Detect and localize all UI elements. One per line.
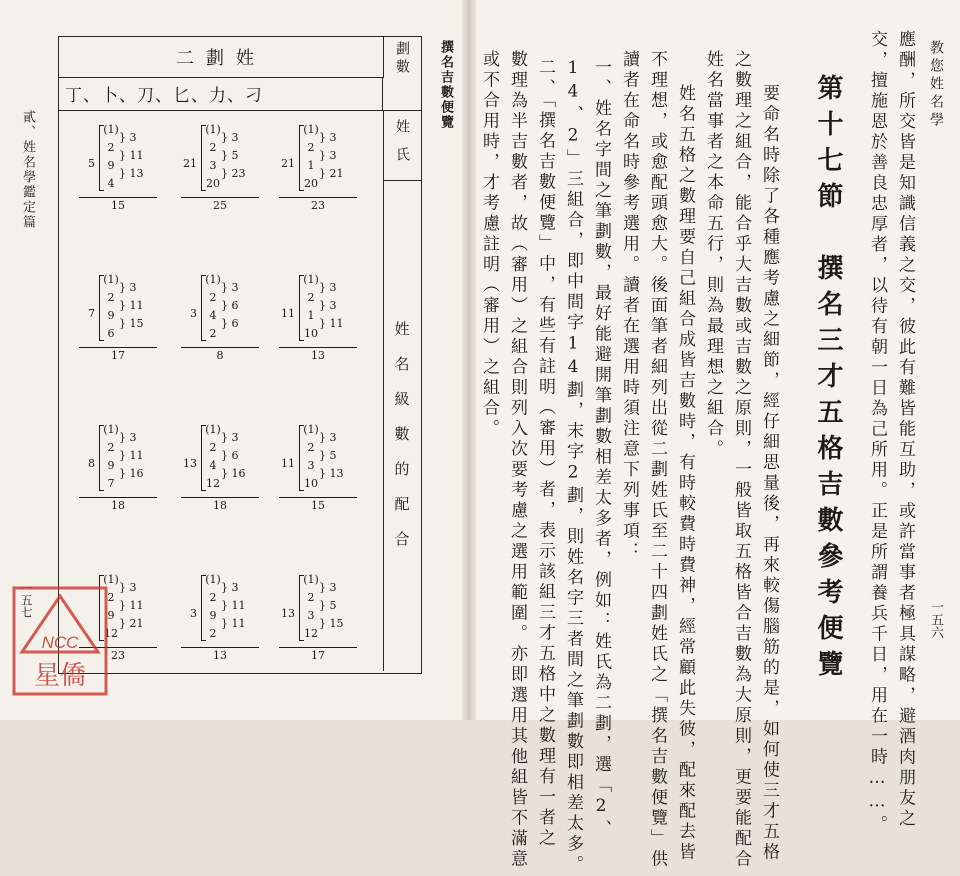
block-total: 15 (279, 497, 357, 512)
book-gutter (462, 0, 476, 720)
block-grid-value: } 3 (221, 581, 239, 594)
block-total: 8 (181, 347, 259, 362)
block-grid-value: } 11 (221, 617, 246, 630)
text-column: 應酬，所交皆是知識信義之交，彼此有難皆能互助，或許當事者極具謀略，避酒肉朋友之 (895, 30, 915, 830)
block-stroke-number: 2 (307, 591, 315, 604)
left-page (0, 0, 468, 720)
combination-block (77, 417, 169, 517)
block-stroke-number: 3 (209, 159, 217, 172)
block-stroke-number: (1) (103, 423, 119, 436)
block-stroke-number: 12 (304, 627, 318, 640)
combination-block (277, 417, 369, 517)
text-column: 讀者在命名時參考選用。讀者在選用時須注意下列事項： (619, 50, 639, 563)
block-stroke-number: 10 (304, 477, 318, 490)
block-stroke-number: 2 (107, 141, 115, 154)
block-grid-value: } 3 (119, 581, 137, 594)
block-grid-value: } 13 (119, 167, 144, 180)
right-page-number: 一五六 (928, 600, 943, 639)
watermark-stamp (12, 586, 108, 696)
combination-block (277, 267, 369, 367)
block-outer-number: 3 (190, 607, 197, 620)
text-column: 要命名時除了各種應考慮之細節，經仔細思量後，再來較傷腦筋的是，如何使三才五格 (759, 84, 779, 863)
name-table (58, 36, 422, 674)
block-grid-value: } 5 (319, 599, 337, 612)
block-stroke-number: 2 (107, 591, 115, 604)
block-grid-value: } 3 (319, 149, 337, 162)
block-grid-value: } 11 (119, 599, 144, 612)
block-stroke-number: (1) (303, 423, 319, 436)
block-grid-value: } 6 (221, 317, 239, 330)
block-grid-value: } 3 (319, 431, 337, 444)
block-outer-number: 7 (88, 307, 95, 320)
block-stroke-number: 2 (209, 591, 217, 604)
text-column: 一、姓名字間之筆劃數，最好能避開筆劃數相差太多者，例如：姓氏為二劃，選「2、 (591, 58, 611, 840)
left-side-header: 撰名吉數便覽 (438, 40, 453, 130)
block-stroke-number: 12 (206, 477, 220, 490)
block-grid-value: } 11 (119, 149, 144, 162)
text-column: 姓名五格之數理要自己組合成皆吉數時，有時較費時費神，經常顧此失彼，配來配去皆 (675, 84, 695, 863)
table-header-surnames: 丁、卜、刀、匕、力、刁 (59, 77, 383, 111)
table-header-main: 二劃姓 (59, 37, 384, 78)
block-outer-number: 5 (88, 157, 95, 170)
block-outer-number: 13 (281, 607, 295, 620)
col-label-strokes: 劃數 (394, 41, 410, 77)
text-column: 姓名當事者之本命五行，則為最理想之組合。 (703, 50, 723, 460)
block-total: 18 (79, 497, 157, 512)
col-label-surname: 姓氏 (394, 119, 410, 175)
block-stroke-number: 9 (107, 459, 115, 472)
col-label-combination: 姓名級數的配合 (392, 321, 411, 566)
text-column: 或不合用時，才考慮註明（審用）之組合。 (479, 50, 499, 440)
text-column: 交，擅施恩於善良忠厚者，以待有朝一日為己所用。正是所謂養兵千日，用在一時……。 (867, 30, 887, 836)
block-stroke-number: (1) (303, 273, 319, 286)
left-side-title: 貳、姓名學鑑定篇 (20, 110, 35, 230)
block-grid-value: } 3 (319, 281, 337, 294)
block-stroke-number: 2 (307, 441, 315, 454)
block-grid-value: } 16 (119, 467, 144, 480)
block-stroke-number: 1 (307, 309, 315, 322)
block-stroke-number: 2 (107, 441, 115, 454)
block-outer-number: 3 (190, 307, 197, 320)
block-outer-number: 11 (281, 457, 295, 470)
block-grid-value: } 11 (319, 317, 344, 330)
block-grid-value: } 13 (319, 467, 344, 480)
block-stroke-number: 10 (304, 327, 318, 340)
combination-block (179, 567, 271, 667)
combination-block (277, 117, 369, 217)
block-total: 18 (181, 497, 259, 512)
block-stroke-number: 2 (209, 327, 217, 340)
block-grid-value: } 3 (119, 431, 137, 444)
block-grid-value: } 3 (221, 431, 239, 444)
block-stroke-number: (1) (103, 123, 119, 136)
block-grid-value: } 3 (319, 299, 337, 312)
block-grid-value: } 21 (119, 617, 144, 630)
block-stroke-number: 6 (107, 327, 115, 340)
block-outer-number: 13 (183, 457, 197, 470)
block-stroke-number: (1) (205, 273, 221, 286)
block-stroke-number: (1) (103, 573, 119, 586)
block-stroke-number: 1 (307, 159, 315, 172)
block-grid-value: } 3 (319, 581, 337, 594)
block-stroke-number: 4 (107, 177, 115, 190)
combination-block (179, 267, 271, 367)
block-total: 23 (279, 197, 357, 212)
block-stroke-number: 4 (209, 459, 217, 472)
block-stroke-number: 20 (304, 177, 318, 190)
block-stroke-number: 3 (307, 609, 315, 622)
block-total: 17 (79, 347, 157, 362)
block-grid-value: } 5 (319, 449, 337, 462)
block-stroke-number: 2 (209, 291, 217, 304)
combination-block (77, 267, 169, 367)
block-stroke-number: 20 (206, 177, 220, 190)
text-column: 二、「撰名吉數便覽」中，有些有註明（審用）者，表示該組三才五格中之數理有一者之 (535, 58, 555, 849)
block-total: 13 (279, 347, 357, 362)
block-grid-value: } 6 (221, 449, 239, 462)
block-grid-value: } 5 (221, 149, 239, 162)
block-stroke-number: (1) (103, 273, 119, 286)
block-outer-number: 8 (88, 457, 95, 470)
block-grid-value: } 3 (221, 281, 239, 294)
block-grid-value: } 23 (221, 167, 246, 180)
block-stroke-number: (1) (205, 423, 221, 436)
body-text (479, 30, 915, 876)
block-stroke-number: 12 (104, 627, 118, 640)
block-grid-value: } 16 (221, 467, 246, 480)
block-stroke-number: 2 (209, 627, 217, 640)
block-grid-value: } 15 (119, 317, 144, 330)
block-total: 15 (79, 197, 157, 212)
block-total: 23 (79, 647, 157, 662)
block-grid-value: } 3 (119, 131, 137, 144)
stamp-name: 星僑 (33, 661, 87, 691)
text-column: 數理為半吉數者，故（審用）之組合則列入次要考慮之選用範圍。亦即選用其他組皆不滿意 (507, 50, 527, 870)
block-grid-value: } 11 (119, 299, 144, 312)
block-stroke-number: (1) (205, 123, 221, 136)
block-grid-value: } 6 (221, 299, 239, 312)
block-grid-value: } 3 (221, 131, 239, 144)
combination-block (179, 117, 271, 217)
block-stroke-number: 9 (107, 159, 115, 172)
block-stroke-number: 2 (209, 141, 217, 154)
block-stroke-number: 9 (209, 609, 217, 622)
table-right-column (383, 37, 421, 673)
left-page-number: 一五七 (19, 582, 33, 618)
block-grid-value: } 15 (319, 617, 344, 630)
section-title: 第十七節 撰名三才五格吉數參考便覽 (813, 74, 843, 686)
block-stroke-number: 7 (107, 477, 115, 490)
combination-block (277, 567, 369, 667)
block-stroke-number: (1) (205, 573, 221, 586)
block-grid-value: } 3 (319, 131, 337, 144)
stamp-text: NCC (41, 633, 79, 652)
block-outer-number: 21 (183, 157, 197, 170)
block-stroke-number: 2 (209, 441, 217, 454)
running-header: 教您姓名學 (928, 40, 944, 130)
block-total: 13 (181, 647, 259, 662)
text-column: 之數理之組合，能合乎大吉數或吉數之原則，一般皆取五格皆合吉數為大原則，更要能配合 (731, 50, 751, 870)
block-grid-value: } 11 (119, 449, 144, 462)
text-column: 不理想，或愈配頭愈大。後面筆者細列出從二劃姓氏至二十四劃姓氏之「撰名吉數便覽」供 (647, 50, 667, 870)
block-total: 17 (279, 647, 357, 662)
combination-block (77, 117, 169, 217)
block-stroke-number: 3 (307, 459, 315, 472)
block-grid-value: } 21 (319, 167, 344, 180)
block-stroke-number: 9 (107, 309, 115, 322)
block-grid-value: } 11 (221, 599, 246, 612)
block-stroke-number: 2 (307, 291, 315, 304)
block-outer-number: 11 (281, 307, 295, 320)
block-stroke-number: 9 (107, 609, 115, 622)
text-column: 14、2」三組合，即中間字14劃，末字2劃，則姓名字三者間之筆劃數即相差太多。 (563, 58, 583, 876)
block-grid-value: } 3 (119, 281, 137, 294)
block-outer-number: 21 (281, 157, 295, 170)
combination-block (179, 417, 271, 517)
block-stroke-number: (1) (303, 573, 319, 586)
block-stroke-number: (1) (303, 123, 319, 136)
block-stroke-number: 2 (307, 141, 315, 154)
block-stroke-number: 4 (209, 309, 217, 322)
block-total: 25 (181, 197, 259, 212)
block-stroke-number: 2 (107, 291, 115, 304)
